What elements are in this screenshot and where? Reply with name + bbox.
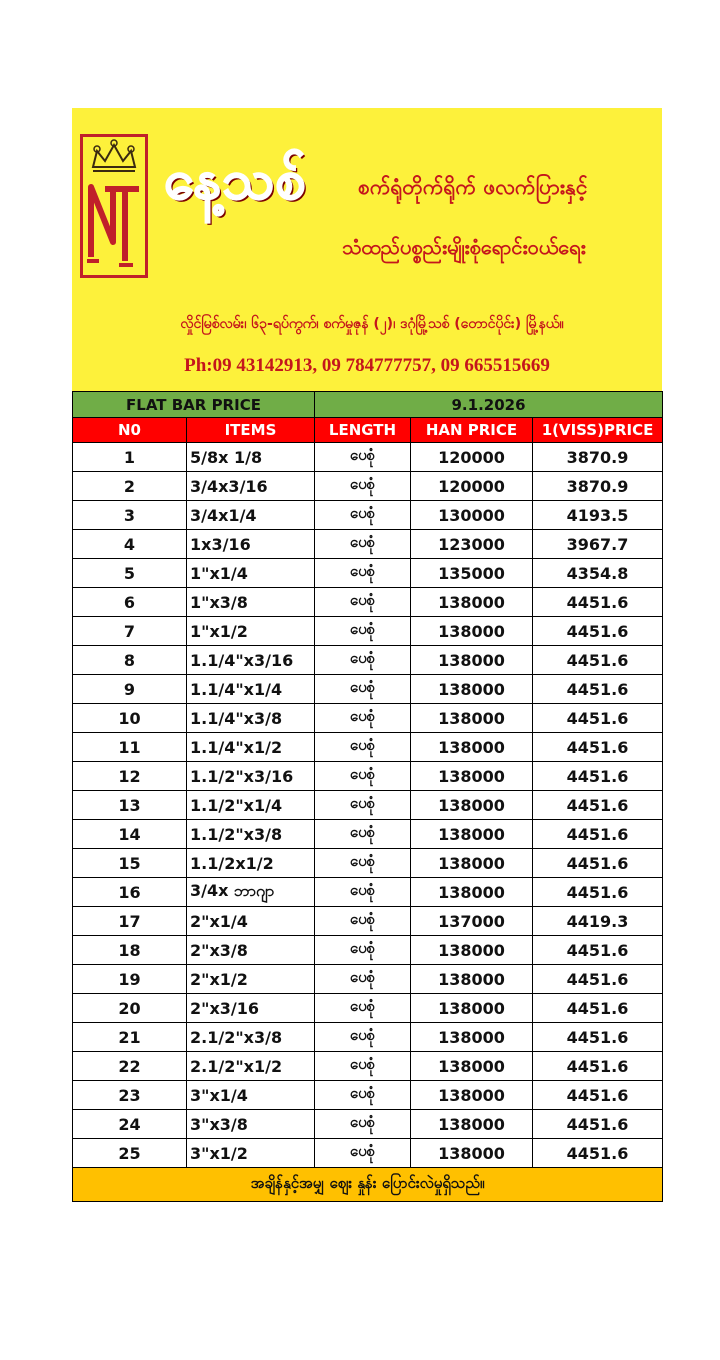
cell-length: ပေစုံ — [315, 849, 411, 878]
cell-viss-price: 4451.6 — [533, 704, 663, 733]
cell-han-price: 138000 — [411, 1081, 533, 1110]
table-row — [73, 791, 663, 820]
cell-han-price: 135000 — [411, 559, 533, 588]
cell-han-price: 138000 — [411, 617, 533, 646]
cell-han-price: 138000 — [411, 1139, 533, 1168]
cell-no: 17 — [73, 907, 187, 936]
table-footer-row — [73, 1168, 663, 1202]
price-sheet — [72, 108, 662, 1202]
cell-length: ပေစုံ — [315, 733, 411, 762]
cell-viss-price: 4451.6 — [533, 1139, 663, 1168]
cell-length: ပေစုံ — [315, 646, 411, 675]
cell-item: 3/4x ဘာဂျာ — [187, 878, 315, 907]
cell-han-price: 138000 — [411, 965, 533, 994]
cell-viss-price: 4451.6 — [533, 646, 663, 675]
cell-length: ပေစုံ — [315, 588, 411, 617]
cell-han-price: 138000 — [411, 791, 533, 820]
cell-length: ပေစုံ — [315, 617, 411, 646]
cell-item: 1.1/2"x1/4 — [187, 791, 315, 820]
cell-no: 18 — [73, 936, 187, 965]
cell-viss-price: 4451.6 — [533, 1052, 663, 1081]
table-row — [73, 1023, 663, 1052]
cell-viss-price: 4451.6 — [533, 617, 663, 646]
cell-han-price: 137000 — [411, 907, 533, 936]
cell-no: 1 — [73, 443, 187, 472]
cell-item: 2"x3/16 — [187, 994, 315, 1023]
cell-length: ပေစုံ — [315, 704, 411, 733]
cell-no: 9 — [73, 675, 187, 704]
cell-item: 3/4x1/4 — [187, 501, 315, 530]
cell-length: ပေစုံ — [315, 559, 411, 588]
column-header-viss-price: 1(VISS)PRICE — [533, 418, 663, 443]
cell-han-price: 138000 — [411, 1110, 533, 1139]
cell-no: 3 — [73, 501, 187, 530]
cell-han-price: 138000 — [411, 878, 533, 907]
cell-viss-price: 4451.6 — [533, 1110, 663, 1139]
cell-viss-price: 4451.6 — [533, 675, 663, 704]
phone-numbers: Ph:09 43142913, 09 784777757, 09 665515669 — [184, 355, 550, 376]
table-date: 9.1.2026 — [315, 392, 663, 418]
cell-length: ပေစုံ — [315, 965, 411, 994]
cell-han-price: 138000 — [411, 733, 533, 762]
cell-no: 14 — [73, 820, 187, 849]
column-header-length: LENGTH — [315, 418, 411, 443]
cell-length: ပေစုံ — [315, 820, 411, 849]
cell-han-price: 138000 — [411, 994, 533, 1023]
price-table — [72, 391, 663, 1202]
cell-item: 1.1/2x1/2 — [187, 849, 315, 878]
cell-no: 2 — [73, 472, 187, 501]
column-header-no: N0 — [73, 418, 187, 443]
cell-length: ပေစုံ — [315, 878, 411, 907]
cell-viss-price: 3967.7 — [533, 530, 663, 559]
cell-item: 1"x3/8 — [187, 588, 315, 617]
cell-item: 1.1/2"x3/8 — [187, 820, 315, 849]
cell-viss-price: 4419.3 — [533, 907, 663, 936]
cell-no: 22 — [73, 1052, 187, 1081]
cell-length: ပေစုံ — [315, 443, 411, 472]
cell-item: 3/4x3/16 — [187, 472, 315, 501]
table-row — [73, 820, 663, 849]
cell-no: 12 — [73, 762, 187, 791]
cell-no: 23 — [73, 1081, 187, 1110]
cell-item: 3"x1/4 — [187, 1081, 315, 1110]
cell-item: 1x3/16 — [187, 530, 315, 559]
cell-length: ပေစုံ — [315, 936, 411, 965]
table-row — [73, 965, 663, 994]
table-row — [73, 1081, 663, 1110]
cell-han-price: 138000 — [411, 936, 533, 965]
table-row — [73, 1052, 663, 1081]
cell-han-price: 138000 — [411, 588, 533, 617]
crown-logo-icon — [83, 137, 145, 275]
table-row — [73, 559, 663, 588]
table-row — [73, 646, 663, 675]
cell-item: 3"x1/2 — [187, 1139, 315, 1168]
cell-item: 2.1/2"x3/8 — [187, 1023, 315, 1052]
cell-length: ပေစုံ — [315, 1052, 411, 1081]
cell-length: ပေစုံ — [315, 530, 411, 559]
cell-item: 2"x1/4 — [187, 907, 315, 936]
cell-item: 1.1/4"x1/4 — [187, 675, 315, 704]
cell-han-price: 130000 — [411, 501, 533, 530]
cell-no: 5 — [73, 559, 187, 588]
cell-item: 3"x3/8 — [187, 1110, 315, 1139]
table-row — [73, 588, 663, 617]
cell-length: ပေစုံ — [315, 472, 411, 501]
table-row — [73, 762, 663, 791]
tagline-line-2: သံထည်ပစ္စည်းမျိုးစုံရောင်းဝယ်ရေး — [342, 235, 586, 259]
cell-length: ပေစုံ — [315, 907, 411, 936]
column-header-items: ITEMS — [187, 418, 315, 443]
cell-han-price: 120000 — [411, 443, 533, 472]
cell-viss-price: 3870.9 — [533, 443, 663, 472]
cell-item: 2"x1/2 — [187, 965, 315, 994]
cell-viss-price: 4451.6 — [533, 849, 663, 878]
cell-no: 20 — [73, 994, 187, 1023]
cell-no: 4 — [73, 530, 187, 559]
cell-viss-price: 4354.8 — [533, 559, 663, 588]
shop-address: လှိုင်မြစ်လမ်း၊ ၆၃-ရပ်ကွက်၊ စက်မှုဇုန် (၂)၊ ဒဂုံမြို့သစ် (တောင်ပိုင်း) မြို့နယ်။ — [180, 316, 564, 332]
table-row — [73, 733, 663, 762]
table-row — [73, 1139, 663, 1168]
cell-no: 6 — [73, 588, 187, 617]
cell-no: 25 — [73, 1139, 187, 1168]
table-row — [73, 1110, 663, 1139]
cell-item: 1.1/4"x3/16 — [187, 646, 315, 675]
table-row — [73, 907, 663, 936]
cell-item: 2.1/2"x1/2 — [187, 1052, 315, 1081]
cell-han-price: 138000 — [411, 1023, 533, 1052]
cell-no: 11 — [73, 733, 187, 762]
cell-viss-price: 4451.6 — [533, 791, 663, 820]
cell-length: ပေစုံ — [315, 1023, 411, 1052]
cell-no: 15 — [73, 849, 187, 878]
table-row — [73, 878, 663, 907]
cell-no: 16 — [73, 878, 187, 907]
price-change-note: အချိန်နှင့်အမျှ ဈေး နှုန်း ပြောင်းလဲမှုရှိသည်။ — [73, 1168, 663, 1202]
cell-han-price: 138000 — [411, 762, 533, 791]
table-row — [73, 443, 663, 472]
table-title: FLAT BAR PRICE — [73, 392, 315, 418]
table-row — [73, 704, 663, 733]
cell-viss-price: 3870.9 — [533, 472, 663, 501]
brand-name: နေ့သစ် — [164, 148, 307, 211]
cell-item: 1"x1/2 — [187, 617, 315, 646]
cell-no: 19 — [73, 965, 187, 994]
cell-viss-price: 4451.6 — [533, 820, 663, 849]
cell-item: 1.1/2"x3/16 — [187, 762, 315, 791]
cell-item: 1.1/4"x1/2 — [187, 733, 315, 762]
table-body — [73, 443, 663, 1168]
cell-viss-price: 4451.6 — [533, 994, 663, 1023]
table-row — [73, 530, 663, 559]
cell-no: 21 — [73, 1023, 187, 1052]
cell-viss-price: 4451.6 — [533, 936, 663, 965]
cell-item: 2"x3/8 — [187, 936, 315, 965]
cell-han-price: 123000 — [411, 530, 533, 559]
table-row — [73, 936, 663, 965]
cell-item: 5/8x 1/8 — [187, 443, 315, 472]
cell-viss-price: 4193.5 — [533, 501, 663, 530]
cell-length: ပေစုံ — [315, 1110, 411, 1139]
cell-length: ပေစုံ — [315, 1081, 411, 1110]
cell-no: 24 — [73, 1110, 187, 1139]
cell-viss-price: 4451.6 — [533, 965, 663, 994]
cell-han-price: 138000 — [411, 675, 533, 704]
cell-viss-price: 4451.6 — [533, 762, 663, 791]
cell-han-price: 138000 — [411, 704, 533, 733]
table-row — [73, 675, 663, 704]
cell-item: 1.1/4"x3/8 — [187, 704, 315, 733]
table-title-row — [73, 392, 663, 418]
cell-no: 13 — [73, 791, 187, 820]
cell-no: 8 — [73, 646, 187, 675]
cell-viss-price: 4451.6 — [533, 1023, 663, 1052]
cell-viss-price: 4451.6 — [533, 878, 663, 907]
table-header-row — [73, 418, 663, 443]
cell-han-price: 138000 — [411, 849, 533, 878]
cell-length: ပေစုံ — [315, 501, 411, 530]
cell-no: 10 — [73, 704, 187, 733]
table-row — [73, 849, 663, 878]
table-row — [73, 472, 663, 501]
table-row — [73, 617, 663, 646]
cell-han-price: 138000 — [411, 1052, 533, 1081]
cell-length: ပေစုံ — [315, 791, 411, 820]
table-row — [73, 501, 663, 530]
cell-length: ပေစုံ — [315, 675, 411, 704]
cell-length: ပေစုံ — [315, 994, 411, 1023]
cell-length: ပေစုံ — [315, 762, 411, 791]
cell-viss-price: 4451.6 — [533, 1081, 663, 1110]
cell-no: 7 — [73, 617, 187, 646]
shop-banner — [72, 108, 662, 391]
cell-viss-price: 4451.6 — [533, 588, 663, 617]
tagline-line-1: စက်ရုံတိုက်ရိုက် ဖလက်ပြားနှင့် — [358, 175, 588, 199]
cell-han-price: 120000 — [411, 472, 533, 501]
cell-han-price: 138000 — [411, 646, 533, 675]
cell-han-price: 138000 — [411, 820, 533, 849]
column-header-han-price: HAN PRICE — [411, 418, 533, 443]
cell-length: ပေစုံ — [315, 1139, 411, 1168]
logo — [80, 134, 148, 278]
cell-viss-price: 4451.6 — [533, 733, 663, 762]
table-row — [73, 994, 663, 1023]
cell-item: 1"x1/4 — [187, 559, 315, 588]
